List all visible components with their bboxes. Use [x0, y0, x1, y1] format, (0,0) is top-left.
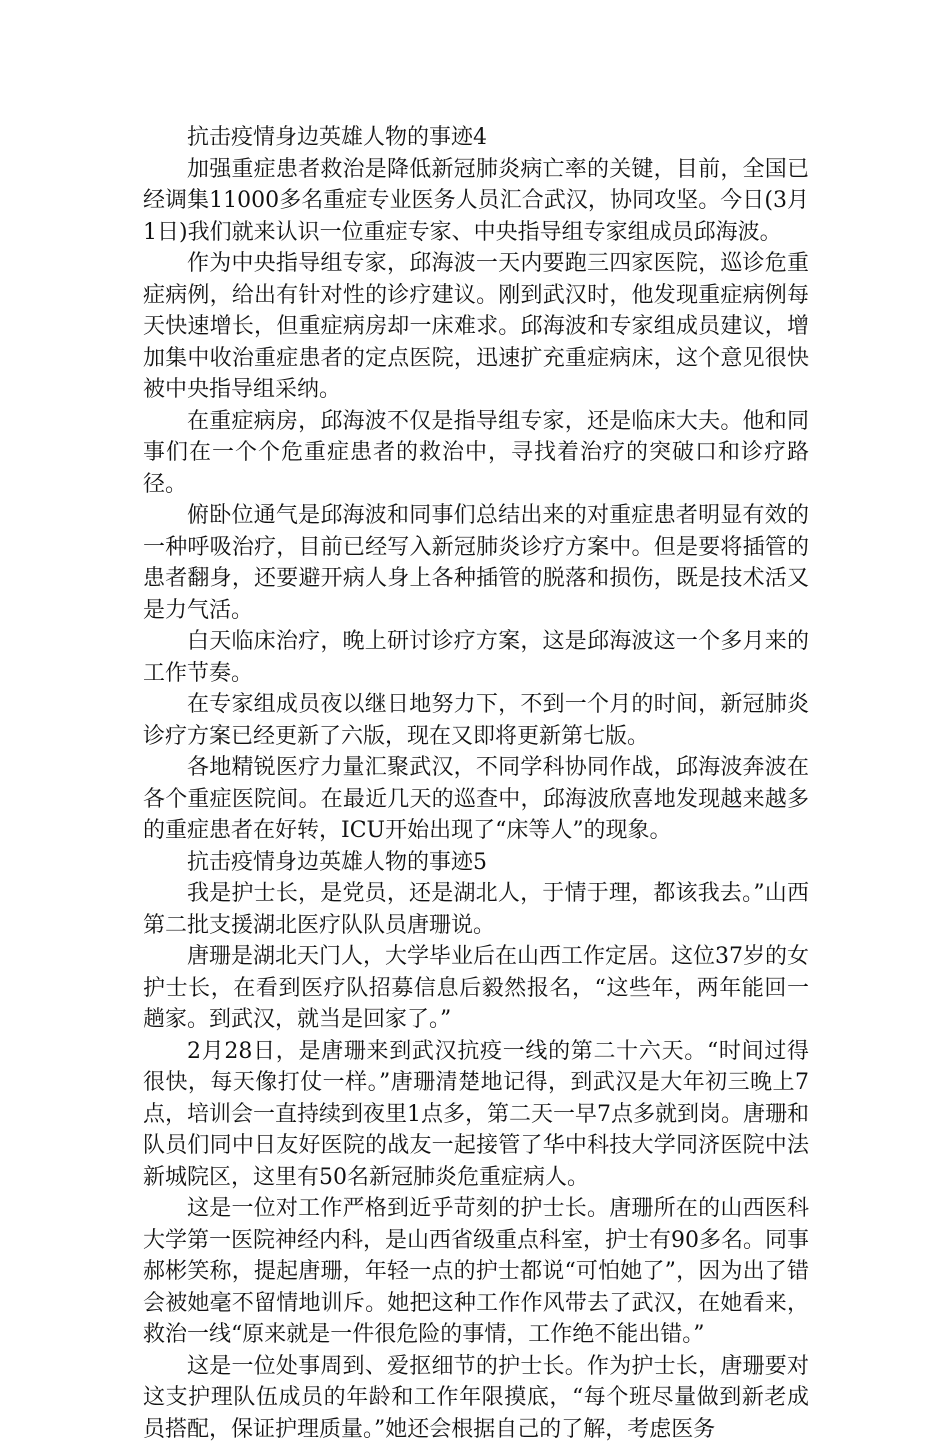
- paragraph: 在专家组成员夜以继日地努力下，不到一个月的时间，新冠肺炎诊疗方案已经更新了六版，现在又即将更新第七版。: [143, 689, 809, 752]
- paragraph: 白天临床治疗，晚上研讨诊疗方案，这是邱海波这一个多月来的工作节奏。: [143, 626, 809, 689]
- paragraph: 我是护士长，是党员，还是湖北人，于情于理，都该我去。”山西第二批支援湖北医疗队队员唐珊说。: [143, 878, 809, 941]
- document-body: [143, 122, 809, 1445]
- paragraph: 这是一位对工作严格到近乎苛刻的护士长。唐珊所在的山西医科大学第一医院神经内科，是山西省级重点科室，护士有90多名。同事郝彬笑称，提起唐珊，年轻一点的护士都说“可怕她了”，因为出了错会被她毫不留情地训斥。她把这种工作作风带去了武汉，在她看来，救治一线“原来就是一件很危险的事情，工作绝不能出错。”: [143, 1193, 809, 1351]
- paragraph: 加强重症患者救治是降低新冠肺炎病亡率的关键，目前，全国已经调集11000多名重症专业医务人员汇合武汉，协同攻坚。今日(3月1日)我们就来认识一位重症专家、中央指导组专家组成员邱海波。: [143, 154, 809, 249]
- section-heading-4: 抗击疫情身边英雄人物的事迹4: [143, 122, 809, 154]
- section-heading-5: 抗击疫情身边英雄人物的事迹5: [143, 847, 809, 879]
- paragraph: 作为中央指导组专家，邱海波一天内要跑三四家医院，巡诊危重症病例，给出有针对性的诊疗建议。刚到武汉时，他发现重症病例每天快速增长，但重症病房却一床难求。邱海波和专家组成员建议，增加集中收治重症患者的定点医院，迅速扩充重症病床，这个意见很快被中央指导组采纳。: [143, 248, 809, 406]
- paragraph: 这是一位处事周到、爱抠细节的护士长。作为护士长，唐珊要对这支护理队伍成员的年龄和工作年限摸底，“每个班尽量做到新老成员搭配，保证护理质量。”她还会根据自己的了解，考虑医务: [143, 1351, 809, 1445]
- paragraph: 唐珊是湖北天门人，大学毕业后在山西工作定居。这位37岁的女护士长，在看到医疗队招募信息后毅然报名，“这些年，两年能回一趟家。到武汉，就当是回家了。”: [143, 941, 809, 1036]
- paragraph: 各地精锐医疗力量汇聚武汉，不同学科协同作战，邱海波奔波在各个重症医院间。在最近几天的巡查中，邱海波欣喜地发现越来越多的重症患者在好转，ICU开始出现了“床等人”的现象。: [143, 752, 809, 847]
- paragraph: 俯卧位通气是邱海波和同事们总结出来的对重症患者明显有效的一种呼吸治疗，目前已经写入新冠肺炎诊疗方案中。但是要将插管的患者翻身，还要避开病人身上各种插管的脱落和损伤，既是技术活又是力气活。: [143, 500, 809, 626]
- paragraph: 在重症病房，邱海波不仅是指导组专家，还是临床大夫。他和同事们在一个个危重症患者的救治中，寻找着治疗的突破口和诊疗路径。: [143, 406, 809, 501]
- paragraph: 2月28日，是唐珊来到武汉抗疫一线的第二十六天。“时间过得很快，每天像打仗一样。”唐珊清楚地记得，到武汉是大年初三晚上7点，培训会一直持续到夜里1点多，第二天一早7点多就到岗。唐珊和队员们同中日友好医院的战友一起接管了华中科技大学同济医院中法新城院区，这里有50名新冠肺炎危重症病人。: [143, 1036, 809, 1194]
